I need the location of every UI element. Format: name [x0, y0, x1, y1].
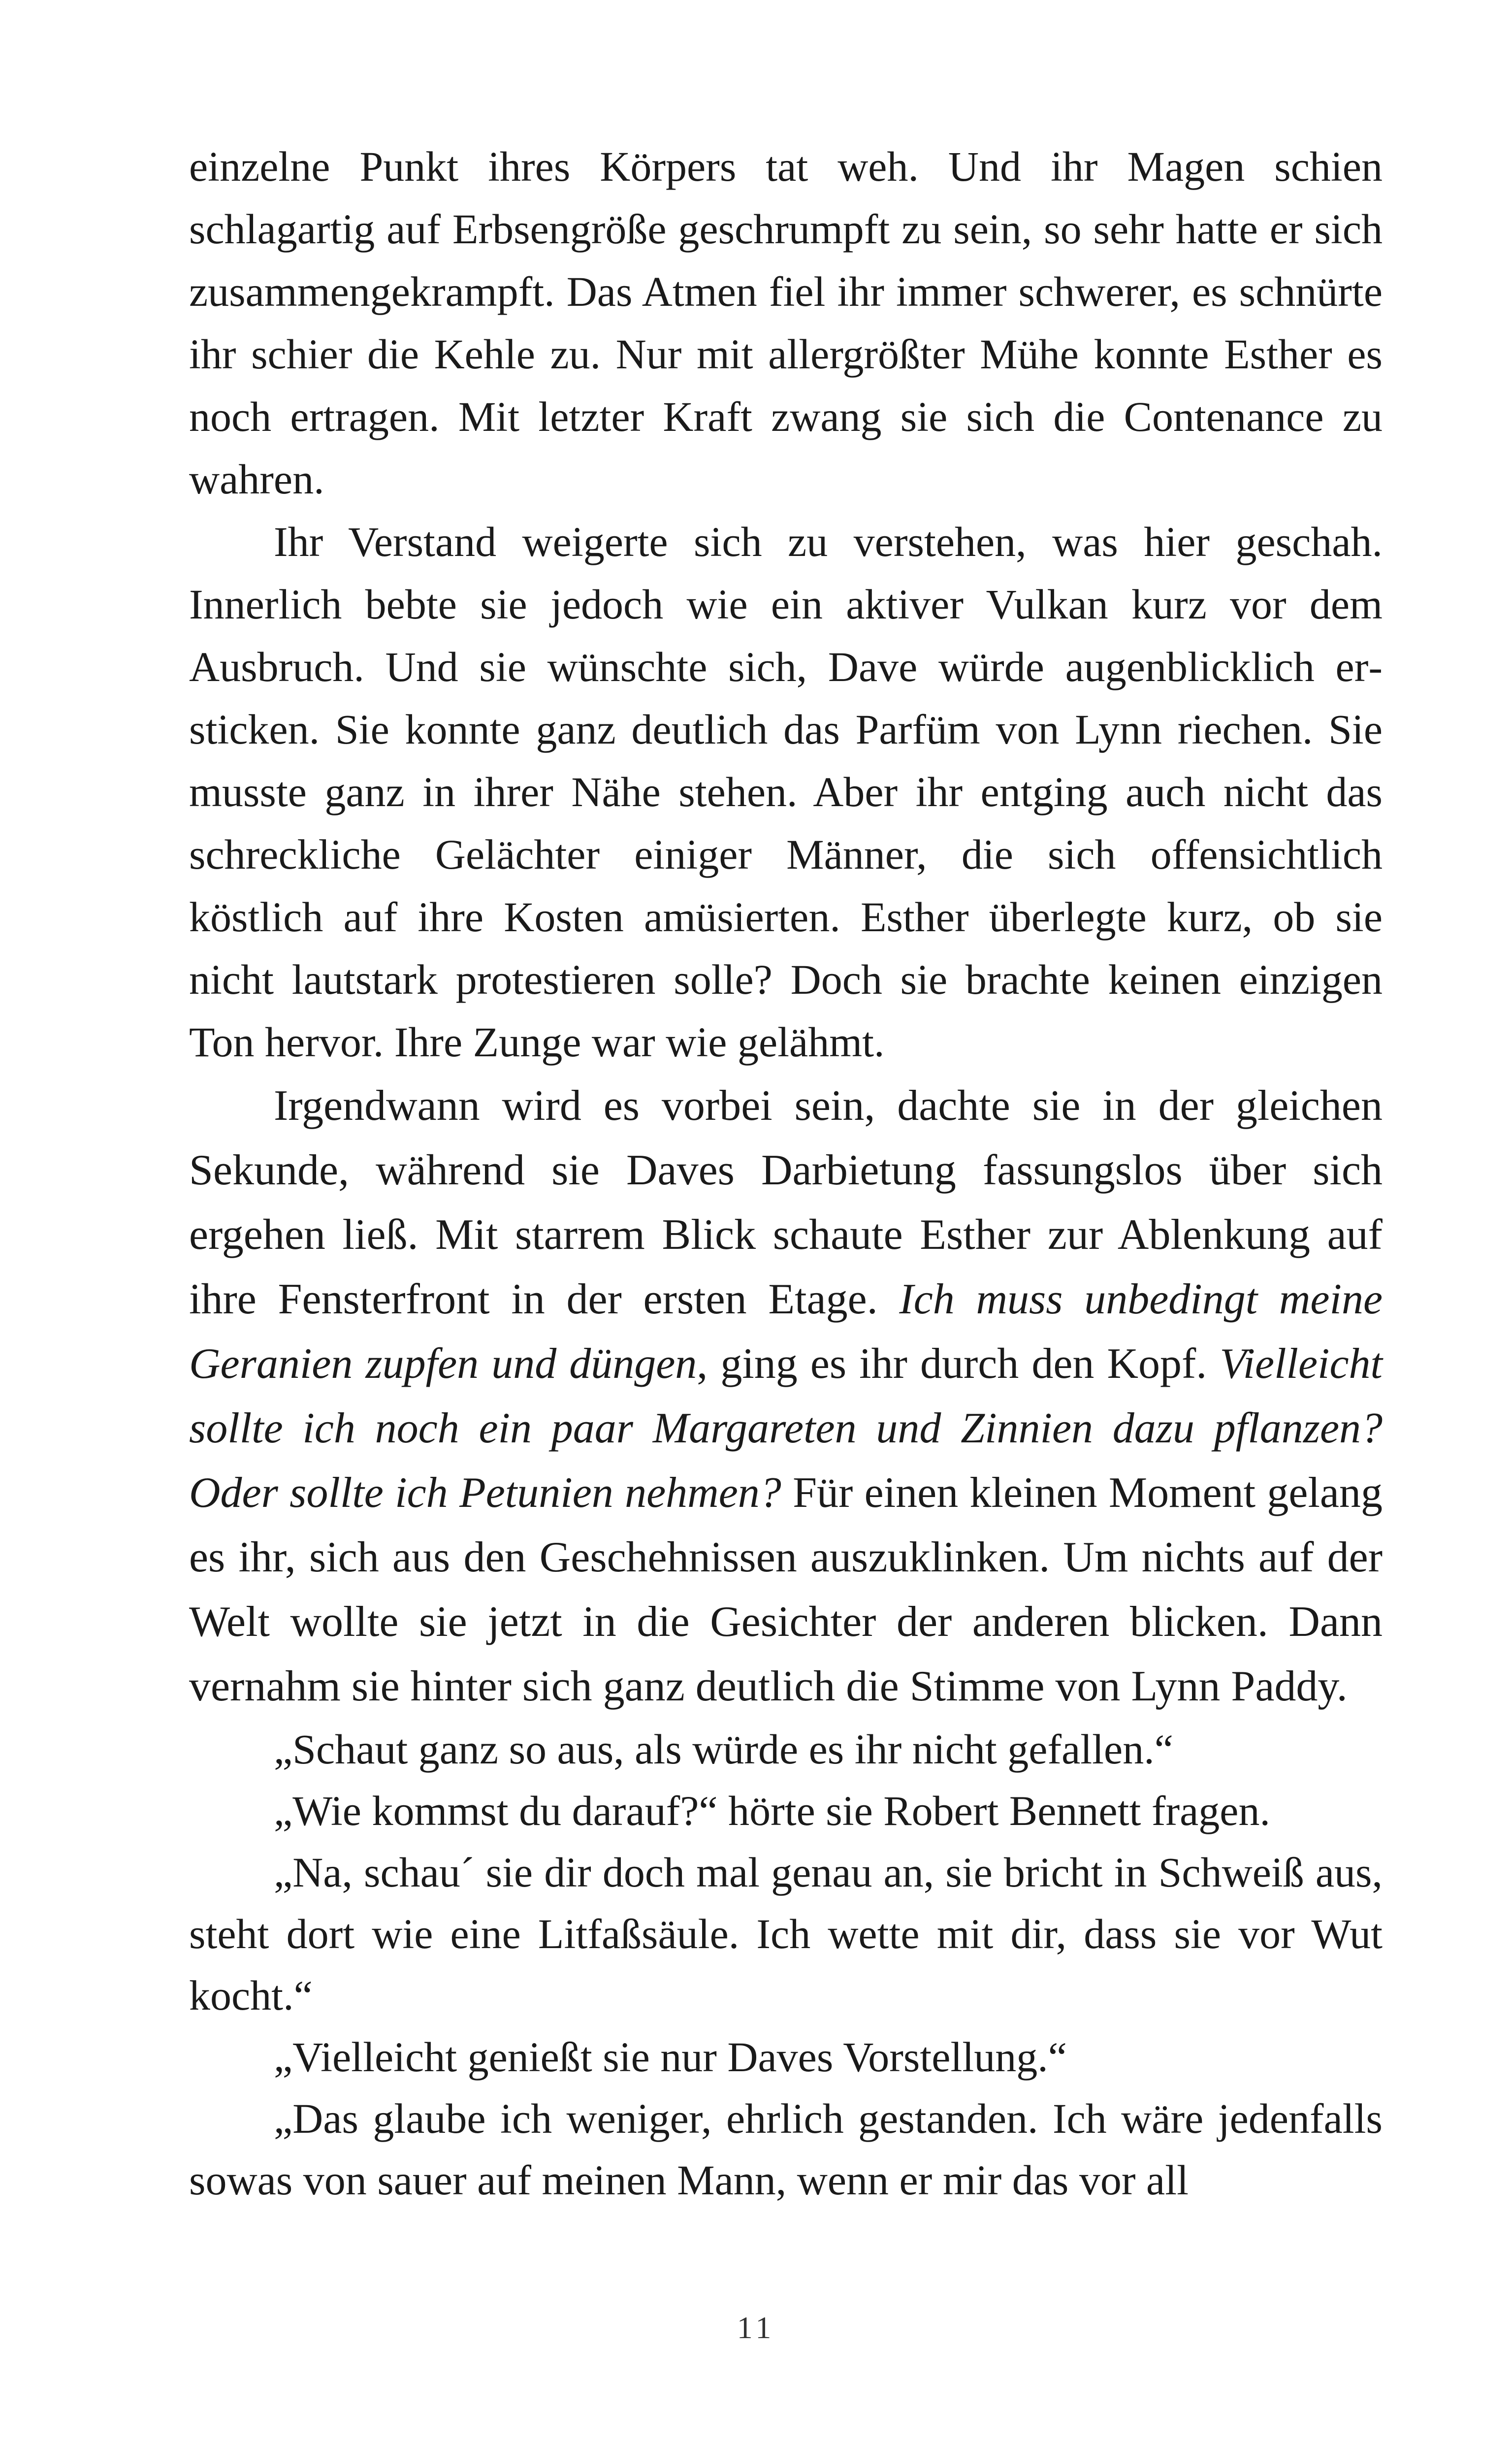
paragraph-6-text: „Na, schau´ sie dir doch mal genau an, sie bricht in Schweiß aus, steht dort wie eine Litfaßsäule. Ich wette mit dir, dass sie vor Wut kocht.“: [189, 1849, 1383, 2019]
paragraph-2-text: Ihr Verstand weigerte sich zu verstehen, was hier geschah. Innerlich bebte sie jedoch wie ein aktiver Vulkan kurz vor dem Ausbruch. Und sie wünschte sich, Dave würde augenblicklich ersticken. Sie konnte ganz deutlich das Parfüm von Lynn riechen. Sie musste ganz in ihrer Nähe stehen. Aber ihr entging auch nicht das schreckliche Gelächter einiger Männer, die sich offensichtlich köstlich auf ihre Kosten amüsierten. Esther überlegte kurz, ob sie nicht lautstark protestieren solle? Doch sie brachte keinen einzigen Ton hervor. Ihre Zunge war wie gelähmt.: [189, 518, 1383, 1066]
paragraph-4: [189, 1719, 1383, 1780]
paragraph-3-text-b: , ging es ihr durch den Kopf.: [697, 1340, 1220, 1388]
body-text: [189, 135, 1383, 2211]
paragraph-7-text: „Vielleicht genießt sie nur Daves Vorstellung.“: [274, 2033, 1067, 2081]
paragraph-3-italic-a: Ich muss unbedingt meine Geranien zupfen und düngen: [189, 1275, 1383, 1388]
paragraph-3: [189, 1074, 1383, 1719]
page-number: 11: [737, 2310, 775, 2345]
paragraph-2: [189, 511, 1383, 1074]
paragraph-8: [189, 2088, 1383, 2211]
paragraph-6: [189, 1842, 1383, 2026]
paragraph-1: [189, 135, 1383, 511]
paragraph-3-italic-b: Vielleicht sollte ich noch ein paar Margareten und Zinnien dazu pflanzen? Oder sollte ich Petunien nehmen?: [189, 1340, 1383, 1517]
paragraph-3-text-c: Für einen kleinen Moment gelang es ihr, sich aus den Geschehnissen auszuklinken. Um nichts auf der Welt wollte sie jetzt in die Gesichter der anderen blicken. Dann vernahm sie hinter sich ganz deutlich die Stimme von Lynn Paddy.: [189, 1469, 1383, 1710]
paragraph-4-text: „Schaut ganz so aus, als würde es ihr nicht gefallen.“: [274, 1726, 1173, 1773]
paragraph-7: [189, 2026, 1383, 2088]
paragraph-5-text: „Wie kommst du darauf?“ hörte sie Robert Bennett fragen.: [274, 1787, 1270, 1834]
paragraph-8-text: „Das glaube ich weniger, ehrlich gestanden. Ich wäre jedenfalls sowas von sauer auf meinen Mann, wenn er mir das vor all: [189, 2095, 1383, 2204]
paragraph-3-text-a: Irgendwann wird es vorbei sein, dachte sie in der gleichen Sekunde, während sie Daves Darbietung fassungslos über sich ergehen ließ. Mit starrem Blick schaute Esther zur Ablenkung auf ihre Fensterfront in der ersten Etage.: [189, 1082, 1383, 1323]
paragraph-5: [189, 1780, 1383, 1842]
paragraph-1-text: einzelne Punkt ihres Körpers tat weh. Und ihr Magen schien schlagartig auf Erbsengröße geschrumpft zu sein, so sehr hatte er sich zusammengekrampft. Das Atmen fiel ihr immer schwerer, es schnürte ihr schier die Kehle zu. Nur mit allergrößter Mühe konnte Esther es noch ertragen. Mit letzter Kraft zwang sie sich die Contenance zu wahren.: [189, 143, 1383, 503]
